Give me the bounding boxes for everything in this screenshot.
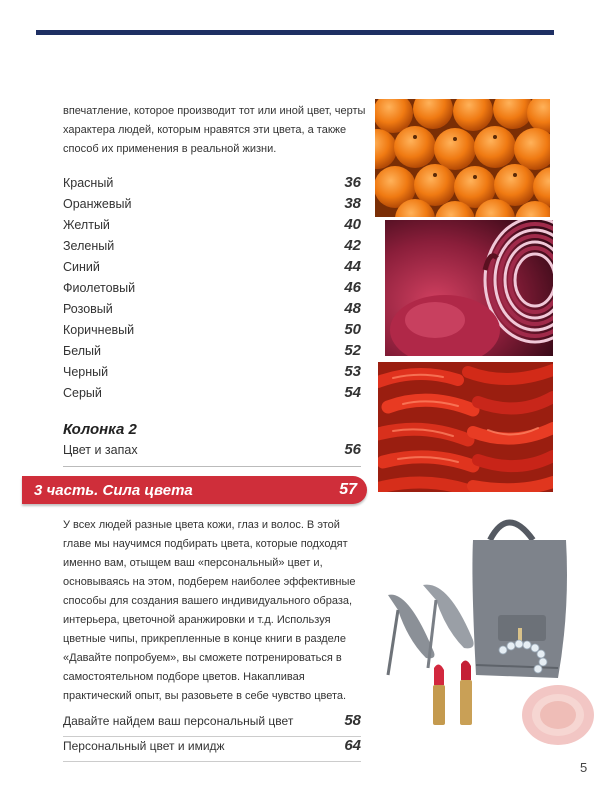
toc-item-label: Серый [63, 386, 102, 400]
toc-item-black[interactable] [63, 363, 361, 384]
toc-item-pink[interactable] [63, 300, 361, 321]
part-page: 57 [339, 481, 357, 498]
toc-item-page: 48 [344, 300, 361, 317]
chili-peppers-photo [378, 362, 553, 492]
red-onion-photo [385, 220, 553, 356]
top-rule [36, 30, 554, 35]
toc-item-orange[interactable] [63, 195, 361, 216]
toc-item-violet[interactable] [63, 279, 361, 300]
toc-item-page: 36 [344, 174, 361, 191]
toc-item-gray[interactable] [63, 384, 361, 405]
toc-item-label: Фиолетовый [63, 281, 136, 295]
toc-item-green[interactable] [63, 237, 361, 258]
toc-item-label: Оранжевый [63, 197, 132, 211]
part-title: 3 часть. Сила цвета [34, 481, 193, 499]
toc-item-white[interactable] [63, 342, 361, 363]
toc-item-page: 38 [344, 195, 361, 212]
toc-item-page: 42 [344, 237, 361, 254]
toc-item-label: Коричневый [63, 323, 135, 337]
part-toc [63, 712, 361, 762]
intro-paragraph: впечатление, которое производит тот или иной цвет, черты характера людей, которым нравятся эти цвета, а также способ их применения в реальной жизни. [63, 105, 366, 155]
toc-item-page: 40 [344, 216, 361, 233]
colors-toc [63, 174, 361, 405]
toc-item-blue[interactable] [63, 258, 361, 279]
toc-item-label: Белый [63, 344, 102, 358]
toc-item-page: 44 [344, 258, 361, 275]
toc-item-page: 46 [344, 279, 361, 296]
toc-item-label: Давайте найдем ваш персональный цвет [63, 714, 294, 728]
toc-item-label: Цвет и запах [63, 443, 138, 457]
column-heading: Колонка 2 [63, 421, 137, 438]
toc-item-page: 50 [344, 321, 361, 338]
toc-item-label: Персональный цвет и имидж [63, 739, 225, 753]
toc-item-page: 54 [344, 384, 361, 401]
toc-item-color-and-smell[interactable] [63, 441, 361, 467]
toc-item-label: Зеленый [63, 239, 115, 253]
part-description: У всех людей разные цвета кожи, глаз и волос. В этой главе мы научимся подбирать цвета, которые подходят именно вам, отыщем ваш «персональный» цвет и, основываясь на этом, подберем наиболее эффективные способы для создания вашего индивидуального образа, интерьера, цветочной аранжировки и т.д. Используя цветные чипы, прикрепленные в конце книги в разделе «Давайте попробуем», вы сможете потренироваться в самостоятельном подборе цветов. Накапливая практический опыт, вы разовьете в себе чувство цвета. [63, 519, 356, 702]
toc-item-page: 53 [344, 363, 361, 380]
accessories-illustration [378, 500, 603, 775]
toc-item-page: 64 [344, 737, 361, 754]
toc-item-find-personal-color[interactable] [63, 712, 361, 737]
page-number: 5 [580, 760, 588, 775]
part-banner[interactable] [22, 476, 367, 504]
toc-item-personal-color-image[interactable] [63, 737, 361, 762]
toc-item-page: 56 [344, 441, 361, 458]
toc-item-label: Розовый [63, 302, 113, 316]
toc-item-label: Желтый [63, 218, 110, 232]
toc-item-label: Синий [63, 260, 100, 274]
toc-item-label: Красный [63, 176, 114, 190]
toc-item-page: 58 [344, 712, 361, 729]
tangerines-photo [375, 99, 550, 217]
toc-item-yellow[interactable] [63, 216, 361, 237]
toc-item-page: 52 [344, 342, 361, 359]
toc-item-label: Черный [63, 365, 109, 379]
toc-item-brown[interactable] [63, 321, 361, 342]
toc-item-red[interactable] [63, 174, 361, 195]
